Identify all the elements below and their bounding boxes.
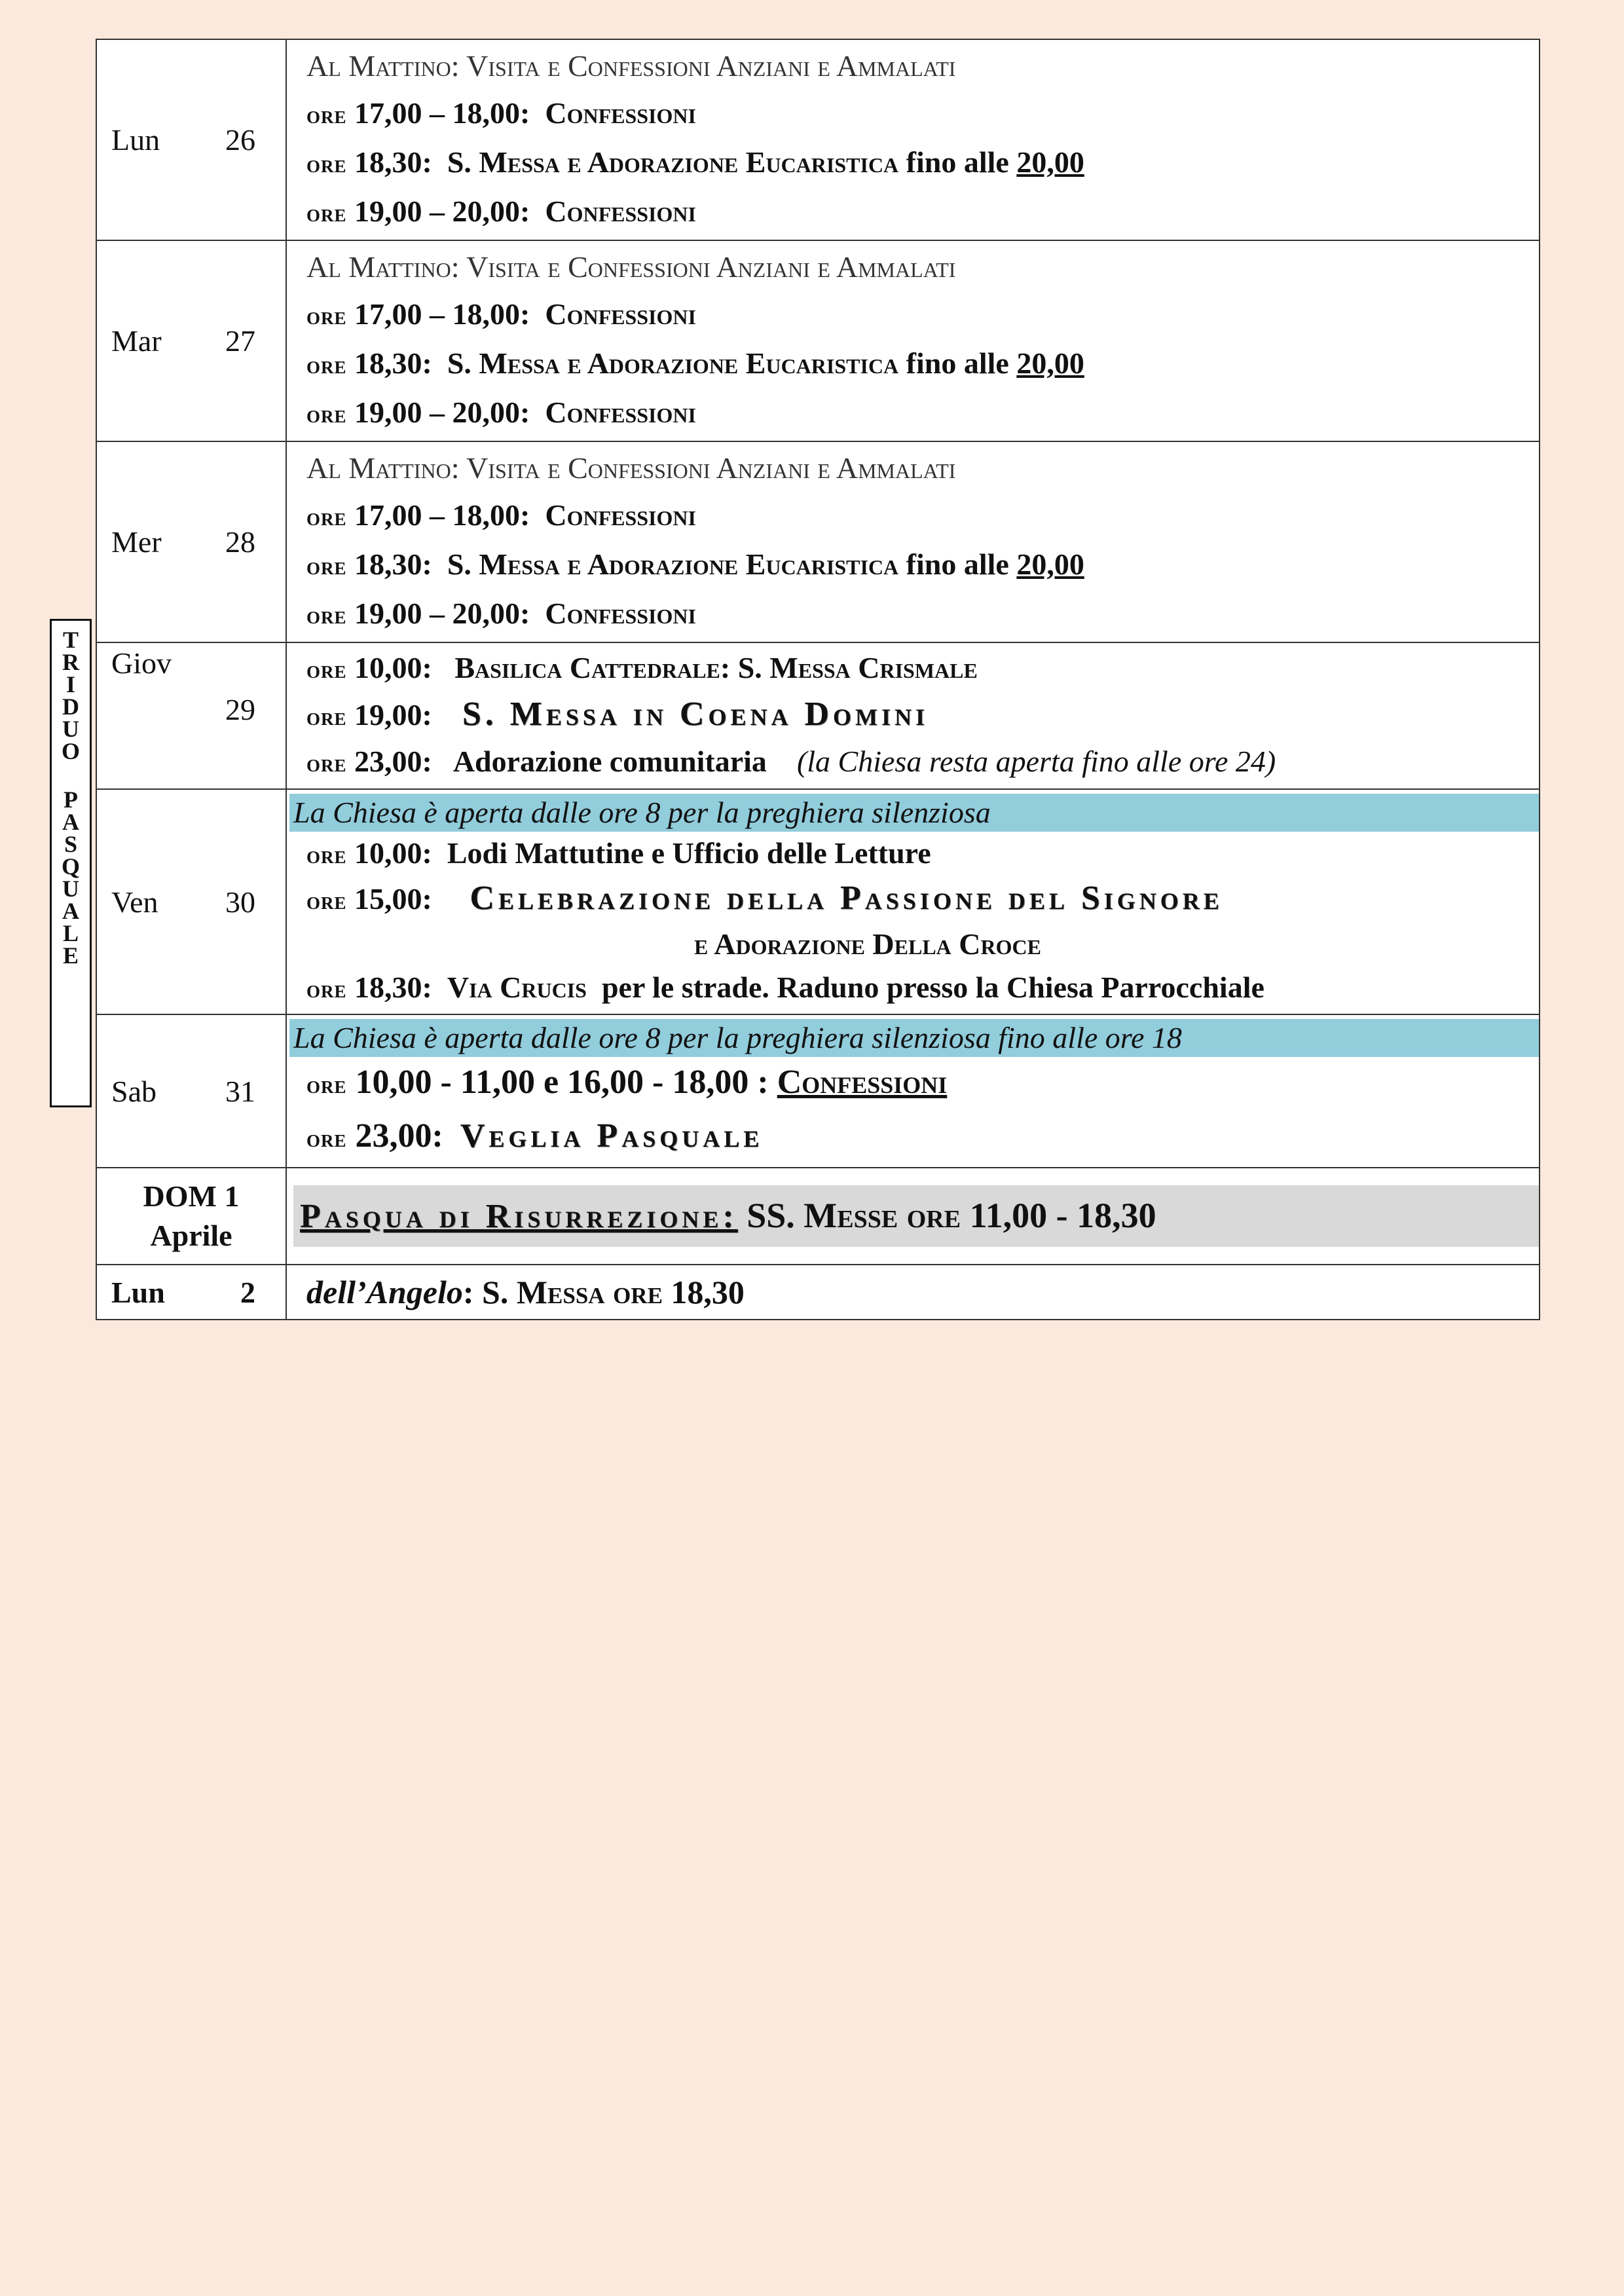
easter-line: Pasqua di Risurrezione: SS. Messe ore 11,00 - 18,30 <box>293 1185 1540 1247</box>
day-number: 26 <box>225 123 255 157</box>
open-church-notice: La Chiesa è aperta dalle ore 8 per la preghiera silenziosa fino alle ore 18 <box>289 1019 1539 1057</box>
day-name: Sab <box>111 1074 157 1108</box>
label-letter: Q <box>61 853 80 880</box>
event-line: ore 18,30: Via Crucis per le strade. Raduno presso la Chiesa Parrocchiale <box>306 971 1264 1004</box>
event-line: ore 10,00 - 11,00 e 16,00 - 18,00 : Confessioni <box>306 1064 948 1101</box>
table-row <box>96 441 1540 642</box>
day-cell <box>96 1014 286 1168</box>
label-letter: U <box>62 716 79 742</box>
label-letter: P <box>64 787 78 813</box>
day-name: Giov <box>111 646 172 680</box>
label-letter: L <box>62 920 79 946</box>
event-line: ore 19,00 – 20,00: Confessioni <box>306 396 696 429</box>
label-letter: S <box>64 831 78 857</box>
table-row <box>96 789 1540 1014</box>
events-cell <box>286 1014 1540 1168</box>
table-row <box>96 1168 1540 1265</box>
day-number: 29 <box>225 693 255 726</box>
event-line: Al Mattino: Visita e Confessioni Anziani e Ammalati <box>306 451 956 485</box>
day-name: Lun <box>111 1275 165 1309</box>
events-cell <box>286 39 1540 240</box>
events-cell <box>286 1265 1540 1320</box>
day-cell <box>96 441 286 642</box>
table-row <box>96 39 1540 240</box>
table-row <box>96 240 1540 441</box>
label-letter: D <box>62 694 79 720</box>
event-line: ore 18,30: S. Messa e Adorazione Eucaristica fino alle 20,00 <box>306 145 1084 179</box>
events-cell <box>286 642 1540 789</box>
event-line: dell’Angelo: S. Messa ore 18,30 <box>306 1274 745 1310</box>
event-line: Al Mattino: Visita e Confessioni Anziani e Ammalati <box>306 49 956 83</box>
events-cell <box>286 240 1540 441</box>
event-line: ore 10,00: Basilica Cattedrale: S. Messa Crismale <box>306 651 978 684</box>
day-cell <box>96 39 286 240</box>
day-number: 27 <box>225 324 255 358</box>
label-letter: O <box>61 738 80 764</box>
day-cell <box>96 789 286 1014</box>
day-number: 28 <box>225 525 255 559</box>
day-name: Lun <box>111 123 160 157</box>
label-letter: T <box>62 627 79 653</box>
day-number: 31 <box>225 1074 255 1108</box>
label-letter: E <box>62 942 79 969</box>
label-letter: A <box>62 809 79 835</box>
event-line: ore 19,00 – 20,00: Confessioni <box>306 597 696 630</box>
events-cell <box>286 1168 1540 1265</box>
table-row <box>96 1014 1540 1168</box>
day-name: Ven <box>111 885 158 919</box>
label-letter: A <box>62 898 79 924</box>
label-letter: R <box>62 649 79 675</box>
day-number: 2 <box>240 1275 255 1309</box>
schedule-table <box>96 39 1540 1320</box>
events-cell <box>286 789 1540 1014</box>
event-line: Al Mattino: Visita e Confessioni Anziani e Ammalati <box>306 250 956 284</box>
open-church-notice: La Chiesa è aperta dalle ore 8 per la preghiera silenziosa <box>289 794 1539 832</box>
event-line: ore 23,00: Veglia Pasquale <box>306 1117 764 1155</box>
event-line: ore 23,00: Adorazione comunitaria (la Chiesa resta aperta fino alle ore 24) <box>306 745 1276 778</box>
day-month: Aprile <box>150 1219 232 1252</box>
day-cell <box>96 642 286 789</box>
event-line: ore 15,00: Celebrazione della Passione del Signore <box>306 880 1223 917</box>
triduo-pasquale-label <box>50 619 92 1107</box>
table-row <box>96 642 1540 789</box>
event-line: ore 17,00 – 18,00: Confessioni <box>306 96 696 130</box>
event-line: ore 19,00 – 20,00: Confessioni <box>306 194 696 228</box>
day-cell <box>96 240 286 441</box>
table-row <box>96 1265 1540 1320</box>
events-cell <box>286 441 1540 642</box>
day-number: 30 <box>225 885 255 919</box>
event-line: e Adorazione Della Croce <box>694 927 1041 961</box>
event-line: ore 19,00: S. Messa in Coena Domini <box>306 695 929 733</box>
event-line: ore 17,00 – 18,00: Confessioni <box>306 297 696 331</box>
day-cell <box>96 1265 286 1320</box>
event-line: ore 18,30: S. Messa e Adorazione Eucaristica fino alle 20,00 <box>306 547 1084 581</box>
event-line: ore 18,30: S. Messa e Adorazione Eucaristica fino alle 20,00 <box>306 346 1084 380</box>
label-letter: I <box>65 671 75 697</box>
event-line: ore 17,00 – 18,00: Confessioni <box>306 498 696 532</box>
label-letter: U <box>62 876 79 902</box>
day-name: Mer <box>111 525 162 559</box>
day-name: Mar <box>111 324 162 358</box>
day-cell <box>96 1168 286 1265</box>
event-line: ore 10,00: Lodi Mattutine e Ufficio delle Letture <box>306 836 931 870</box>
day-name: DOM 1 <box>143 1179 240 1213</box>
